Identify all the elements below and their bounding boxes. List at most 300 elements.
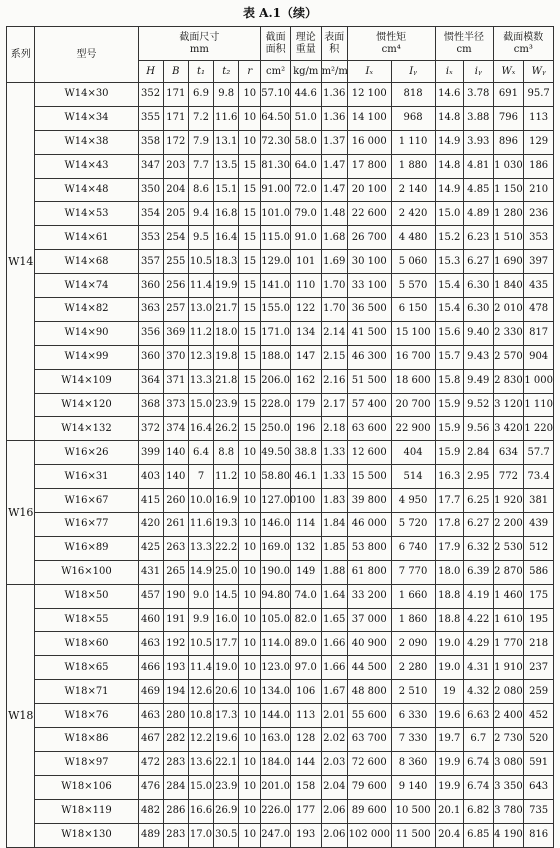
- value-cell: 15.1: [214, 178, 239, 202]
- value-cell: 1 110: [524, 393, 554, 417]
- value-cell: 373: [163, 393, 188, 417]
- value-cell: 2.02: [321, 728, 347, 752]
- value-cell: 10: [239, 130, 261, 154]
- value-cell: 9.52: [464, 393, 494, 417]
- model-cell: W14×82: [35, 298, 138, 322]
- value-cell: 15 100: [391, 321, 435, 345]
- value-cell: 368: [138, 393, 163, 417]
- value-cell: 1.48: [321, 202, 347, 226]
- value-cell: 10.5: [188, 250, 213, 274]
- value-cell: 1 910: [493, 656, 524, 680]
- model-cell: W14×38: [35, 130, 138, 154]
- value-cell: 46 300: [347, 345, 391, 369]
- table-row: [7, 704, 554, 728]
- model-cell: W16×89: [35, 536, 138, 560]
- value-cell: 190.0: [261, 560, 291, 584]
- value-cell: 282: [163, 728, 188, 752]
- model-cell: W18×76: [35, 704, 138, 728]
- value-cell: 19.8: [214, 345, 239, 369]
- value-cell: 10: [239, 560, 261, 584]
- value-cell: 206.0: [261, 369, 291, 393]
- value-cell: 283: [163, 751, 188, 775]
- value-cell: 190: [163, 584, 188, 608]
- value-cell: 15: [239, 250, 261, 274]
- model-cell: W14×109: [35, 369, 138, 393]
- series-cell: W16: [7, 441, 35, 584]
- value-cell: 1 460: [493, 584, 524, 608]
- value-cell: 6.39: [464, 560, 494, 584]
- value-cell: 44.6: [290, 83, 321, 107]
- value-cell: 171.0: [261, 321, 291, 345]
- value-cell: 63 700: [347, 728, 391, 752]
- series-cell: W18: [7, 584, 35, 847]
- table-row: [7, 751, 554, 775]
- value-cell: 155.0: [261, 298, 291, 322]
- value-cell: 22.1: [214, 751, 239, 775]
- value-cell: 10: [239, 704, 261, 728]
- value-cell: 1.69: [321, 250, 347, 274]
- value-cell: 19.6: [214, 728, 239, 752]
- value-cell: 6.30: [464, 274, 494, 298]
- value-cell: 105.0: [261, 608, 291, 632]
- model-cell: W14×68: [35, 250, 138, 274]
- value-cell: 904: [524, 345, 554, 369]
- value-cell: 2 400: [493, 704, 524, 728]
- value-cell: 23.9: [214, 393, 239, 417]
- value-cell: 19.0: [435, 632, 463, 656]
- value-cell: 372: [138, 417, 163, 441]
- value-cell: 15.9: [435, 417, 463, 441]
- value-cell: 48 800: [347, 680, 391, 704]
- value-cell: 21.8: [214, 369, 239, 393]
- value-cell: 2.06: [321, 823, 347, 847]
- value-cell: 2.06: [321, 799, 347, 823]
- model-header: 型号: [35, 27, 138, 83]
- value-cell: 15.3: [435, 250, 463, 274]
- value-cell: 41 500: [347, 321, 391, 345]
- value-cell: 102 000: [347, 823, 391, 847]
- value-cell: 17.7: [214, 632, 239, 656]
- value-cell: 11.4: [188, 656, 213, 680]
- value-cell: 250.0: [261, 417, 291, 441]
- value-cell: 10: [239, 823, 261, 847]
- value-cell: 1 770: [493, 632, 524, 656]
- value-cell: 2 830: [493, 369, 524, 393]
- value-cell: 2.15: [321, 345, 347, 369]
- value-cell: 6.23: [464, 226, 494, 250]
- value-cell: 106: [290, 680, 321, 704]
- value-cell: 10 500: [391, 799, 435, 823]
- value-cell: 15.8: [435, 369, 463, 393]
- value-cell: 30 100: [347, 250, 391, 274]
- value-cell: 460: [138, 608, 163, 632]
- value-cell: 20 700: [391, 393, 435, 417]
- model-cell: W14×61: [35, 226, 138, 250]
- value-cell: 236: [524, 202, 554, 226]
- table-row: [7, 728, 554, 752]
- value-cell: 134.0: [261, 680, 291, 704]
- value-cell: 140: [163, 465, 188, 489]
- value-cell: 55 600: [347, 704, 391, 728]
- value-cell: 146.0: [261, 513, 291, 537]
- value-cell: 6.25: [464, 489, 494, 513]
- value-cell: 4.19: [464, 584, 494, 608]
- value-cell: 415: [138, 489, 163, 513]
- series-cell: W14: [7, 83, 35, 441]
- value-cell: 1 860: [391, 608, 435, 632]
- value-cell: 482: [138, 799, 163, 823]
- value-cell: 15: [239, 321, 261, 345]
- value-cell: 2 010: [493, 298, 524, 322]
- value-cell: 89.0: [290, 632, 321, 656]
- value-cell: 10: [239, 584, 261, 608]
- table-row: [7, 274, 554, 298]
- value-cell: 18 600: [391, 369, 435, 393]
- value-cell: 10.8: [188, 704, 213, 728]
- value-cell: 2.01: [321, 704, 347, 728]
- value-cell: 358: [138, 130, 163, 154]
- value-cell: 6.9: [188, 83, 213, 107]
- value-cell: 226.0: [261, 799, 291, 823]
- value-cell: 14.8: [435, 154, 463, 178]
- value-cell: 1.33: [321, 441, 347, 465]
- col-H: H: [138, 61, 163, 83]
- value-cell: 399: [138, 441, 163, 465]
- value-cell: 425: [138, 536, 163, 560]
- value-cell: 19.9: [435, 775, 463, 799]
- table-row: [7, 632, 554, 656]
- model-cell: W18×97: [35, 751, 138, 775]
- value-cell: 1.68: [321, 226, 347, 250]
- value-cell: 18.3: [214, 250, 239, 274]
- value-cell: 796: [493, 106, 524, 130]
- table-row: [7, 130, 554, 154]
- model-cell: W16×26: [35, 441, 138, 465]
- value-cell: 1 660: [391, 584, 435, 608]
- value-cell: 15.4: [435, 298, 463, 322]
- value-cell: 5 720: [391, 513, 435, 537]
- value-cell: 6 150: [391, 298, 435, 322]
- steel-section-table: [6, 26, 554, 848]
- value-cell: 20.1: [435, 799, 463, 823]
- col-weight-unit: kg/m: [290, 61, 321, 83]
- value-cell: 2 330: [493, 321, 524, 345]
- table-row: [7, 584, 554, 608]
- value-cell: 23.9: [214, 775, 239, 799]
- value-cell: 355: [138, 106, 163, 130]
- value-cell: 280: [163, 704, 188, 728]
- value-cell: 10: [239, 489, 261, 513]
- value-cell: 15: [239, 154, 261, 178]
- value-cell: 4.89: [464, 202, 494, 226]
- value-cell: 228.0: [261, 393, 291, 417]
- value-cell: 397: [524, 250, 554, 274]
- col-surface-unit: m²/m: [321, 61, 347, 83]
- value-cell: 735: [524, 799, 554, 823]
- value-cell: 1 000: [524, 369, 554, 393]
- table-row: [7, 417, 554, 441]
- value-cell: 95.7: [524, 83, 554, 107]
- value-cell: 6.82: [464, 799, 494, 823]
- value-cell: 18.0: [214, 321, 239, 345]
- value-cell: 431: [138, 560, 163, 584]
- value-cell: 162: [290, 369, 321, 393]
- value-cell: 10: [239, 656, 261, 680]
- value-cell: 1 280: [493, 202, 524, 226]
- table-row: [7, 465, 554, 489]
- value-cell: 1.66: [321, 632, 347, 656]
- value-cell: 371: [163, 369, 188, 393]
- value-cell: 1 510: [493, 226, 524, 250]
- value-cell: 10: [239, 775, 261, 799]
- value-cell: 8.8: [214, 441, 239, 465]
- value-cell: 17 800: [347, 154, 391, 178]
- value-cell: 6.32: [464, 536, 494, 560]
- value-cell: 256: [163, 274, 188, 298]
- value-cell: 520: [524, 728, 554, 752]
- value-cell: 363: [138, 298, 163, 322]
- table-row: [7, 441, 554, 465]
- value-cell: 2.04: [321, 775, 347, 799]
- value-cell: 591: [524, 751, 554, 775]
- value-cell: 12.3: [188, 345, 213, 369]
- value-cell: 14 100: [347, 106, 391, 130]
- value-cell: 1 610: [493, 608, 524, 632]
- value-cell: 127.00: [261, 489, 291, 513]
- model-cell: W18×119: [35, 799, 138, 823]
- value-cell: 171: [163, 106, 188, 130]
- value-cell: 15.9: [435, 441, 463, 465]
- value-cell: 6.63: [464, 704, 494, 728]
- value-cell: 4.81: [464, 154, 494, 178]
- model-cell: W16×31: [35, 465, 138, 489]
- value-cell: 194: [163, 680, 188, 704]
- value-cell: 72.0: [290, 178, 321, 202]
- value-cell: 512: [524, 536, 554, 560]
- value-cell: 4.29: [464, 632, 494, 656]
- value-cell: 237: [524, 656, 554, 680]
- value-cell: 15: [239, 202, 261, 226]
- value-cell: 6.7: [464, 728, 494, 752]
- value-cell: 33 200: [347, 584, 391, 608]
- value-cell: 10: [239, 83, 261, 107]
- value-cell: 6 330: [391, 704, 435, 728]
- value-cell: 30.5: [214, 823, 239, 847]
- value-cell: 10: [239, 441, 261, 465]
- value-cell: 15.2: [435, 226, 463, 250]
- col-t2: t₂: [214, 61, 239, 83]
- model-cell: W14×30: [35, 83, 138, 107]
- value-cell: 10.5: [188, 632, 213, 656]
- col-r: r: [239, 61, 261, 83]
- model-cell: W14×132: [35, 417, 138, 441]
- table-row: [7, 656, 554, 680]
- value-cell: 439: [524, 513, 554, 537]
- value-cell: 15: [239, 417, 261, 441]
- value-cell: 3 780: [493, 799, 524, 823]
- value-cell: 6.27: [464, 513, 494, 537]
- value-cell: 22 900: [391, 417, 435, 441]
- value-cell: 147: [290, 345, 321, 369]
- value-cell: 72.30: [261, 130, 291, 154]
- table-row: [7, 799, 554, 823]
- value-cell: 463: [138, 704, 163, 728]
- table-row: [7, 513, 554, 537]
- value-cell: 4.22: [464, 608, 494, 632]
- value-cell: 15: [239, 274, 261, 298]
- value-cell: 20.6: [214, 680, 239, 704]
- value-cell: 364: [138, 369, 163, 393]
- value-cell: 17.0: [188, 823, 213, 847]
- value-cell: 49.50: [261, 441, 291, 465]
- value-cell: 1 690: [493, 250, 524, 274]
- value-cell: 10: [239, 799, 261, 823]
- value-cell: 163.0: [261, 728, 291, 752]
- value-cell: 129: [524, 130, 554, 154]
- value-cell: 128: [290, 728, 321, 752]
- surface-header: 表面 积: [321, 27, 347, 61]
- value-cell: 140: [163, 441, 188, 465]
- value-cell: 14.5: [214, 584, 239, 608]
- value-cell: 1 880: [391, 154, 435, 178]
- model-cell: W18×106: [35, 775, 138, 799]
- value-cell: 1.67: [321, 680, 347, 704]
- value-cell: 4.85: [464, 178, 494, 202]
- value-cell: 9.9: [188, 608, 213, 632]
- value-cell: 10.0: [188, 489, 213, 513]
- model-cell: W14×74: [35, 274, 138, 298]
- value-cell: 100: [290, 489, 321, 513]
- value-cell: 634: [493, 441, 524, 465]
- value-cell: 149: [290, 560, 321, 584]
- value-cell: 58.0: [290, 130, 321, 154]
- value-cell: 19.7: [435, 728, 463, 752]
- table-row: [7, 226, 554, 250]
- value-cell: 19.0: [214, 656, 239, 680]
- value-cell: 19.3: [214, 513, 239, 537]
- value-cell: 1.88: [321, 560, 347, 584]
- value-cell: 2.14: [321, 321, 347, 345]
- value-cell: 192: [163, 632, 188, 656]
- value-cell: 4 950: [391, 489, 435, 513]
- value-cell: 4.31: [464, 656, 494, 680]
- value-cell: 58.80: [261, 465, 291, 489]
- model-cell: W14×34: [35, 106, 138, 130]
- value-cell: 6.85: [464, 823, 494, 847]
- value-cell: 193: [290, 823, 321, 847]
- value-cell: 469: [138, 680, 163, 704]
- table-row: [7, 345, 554, 369]
- model-cell: W18×130: [35, 823, 138, 847]
- value-cell: 203: [163, 154, 188, 178]
- table-row: [7, 154, 554, 178]
- value-cell: 18.8: [435, 608, 463, 632]
- value-cell: 6.74: [464, 751, 494, 775]
- value-cell: 7 330: [391, 728, 435, 752]
- model-cell: W18×50: [35, 584, 138, 608]
- value-cell: 39 800: [347, 489, 391, 513]
- value-cell: 72 600: [347, 751, 391, 775]
- value-cell: 4 480: [391, 226, 435, 250]
- value-cell: 9 140: [391, 775, 435, 799]
- value-cell: 122: [290, 298, 321, 322]
- model-cell: W18×60: [35, 632, 138, 656]
- value-cell: 420: [138, 513, 163, 537]
- table-row: [7, 560, 554, 584]
- value-cell: 9.5: [188, 226, 213, 250]
- table-row: [7, 178, 554, 202]
- value-cell: 691: [493, 83, 524, 107]
- value-cell: 175: [524, 584, 554, 608]
- value-cell: 1 220: [524, 417, 554, 441]
- value-cell: 218: [524, 632, 554, 656]
- value-cell: 18.0: [435, 560, 463, 584]
- value-cell: 489: [138, 823, 163, 847]
- value-cell: 4.32: [464, 680, 494, 704]
- value-cell: 193: [163, 656, 188, 680]
- value-cell: 91.00: [261, 178, 291, 202]
- table-body: [7, 83, 554, 848]
- value-cell: 3.78: [464, 83, 494, 107]
- value-cell: 2.95: [464, 465, 494, 489]
- table-row: [7, 83, 554, 107]
- value-cell: 57.7: [524, 441, 554, 465]
- value-cell: 6.74: [464, 775, 494, 799]
- value-cell: 205: [163, 202, 188, 226]
- value-cell: 89 600: [347, 799, 391, 823]
- col-B: B: [163, 61, 188, 83]
- value-cell: 478: [524, 298, 554, 322]
- col-Iy: Iᵧ: [391, 61, 435, 83]
- value-cell: 7 770: [391, 560, 435, 584]
- value-cell: 101.0: [261, 202, 291, 226]
- value-cell: 169.0: [261, 536, 291, 560]
- value-cell: 476: [138, 775, 163, 799]
- value-cell: 9.0: [188, 584, 213, 608]
- value-cell: 9.56: [464, 417, 494, 441]
- value-cell: 7.9: [188, 130, 213, 154]
- value-cell: 22 600: [347, 202, 391, 226]
- value-cell: 63 600: [347, 417, 391, 441]
- value-cell: 3.93: [464, 130, 494, 154]
- value-cell: 457: [138, 584, 163, 608]
- value-cell: 2.16: [321, 369, 347, 393]
- value-cell: 15: [239, 298, 261, 322]
- value-cell: 13.5: [214, 154, 239, 178]
- value-cell: 13.1: [214, 130, 239, 154]
- value-cell: 381: [524, 489, 554, 513]
- value-cell: 265: [163, 560, 188, 584]
- value-cell: 10: [239, 465, 261, 489]
- value-cell: 15.6: [435, 321, 463, 345]
- value-cell: 1.85: [321, 536, 347, 560]
- table-row: [7, 202, 554, 226]
- value-cell: 284: [163, 775, 188, 799]
- value-cell: 12 100: [347, 83, 391, 107]
- model-cell: W18×65: [35, 656, 138, 680]
- weight-header: 理论 重量: [290, 27, 321, 61]
- value-cell: 356: [138, 321, 163, 345]
- value-cell: 26.2: [214, 417, 239, 441]
- value-cell: 255: [163, 250, 188, 274]
- value-cell: 772: [493, 465, 524, 489]
- value-cell: 210: [524, 178, 554, 202]
- value-cell: 404: [391, 441, 435, 465]
- value-cell: 374: [163, 417, 188, 441]
- value-cell: 14.6: [435, 83, 463, 107]
- value-cell: 7: [188, 465, 213, 489]
- value-cell: 46 000: [347, 513, 391, 537]
